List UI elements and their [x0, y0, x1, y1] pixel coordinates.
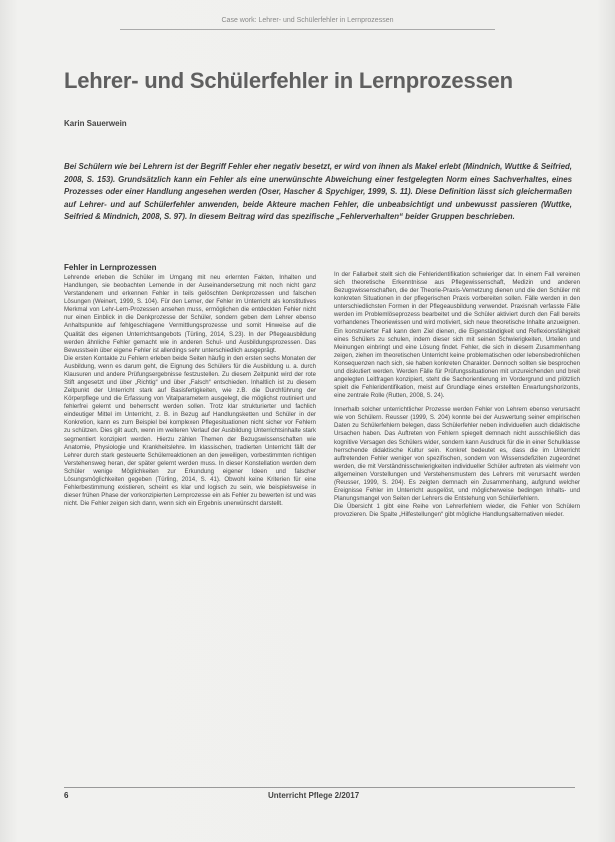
body-paragraph: Die Übersicht 1 gibt eine Reihe von Lehrerfehlern wieder, die Fehler von Schülern provozieren. Die Spalte „Hilfestellungen“ gibt mögliche Handlungsalternativen wieder. [334, 503, 580, 519]
section-heading: Fehler in Lernprozessen [64, 263, 157, 272]
right-column [334, 271, 580, 777]
running-head: Case work: Lehrer- und Schülerfehler in Lernprozessen [120, 17, 495, 30]
journal-name: Unterricht Pflege 2/2017 [268, 791, 360, 800]
body-paragraph: Innerhalb solcher unterrichtlicher Prozesse werden Fehler von Lehrern ebenso verursacht wie von Schülern. Reusser (1999, S. 204) konnte bei der Auswertung seiner empirischen Daten zu Schülerfehlern belegen, dass Schülerfehler neben individuellen auch didaktische Ursachen haben. Das Auftreten von Fehlern spiegelt demnach nicht ausschließlich das kognitive Versagen des Schülers wider, sondern kann Ausdruck für die in einer Schulklasse herrschende didaktische Kultur sein. Konkret bedeutet es, dass die im Unterricht auftretenden Fehler weniger von spezifischen, sondern von Wissensdefiziten zugeordnet werden, die mit Verständnisschwierigkeiten individueller Schüler auftreten als vielmehr von allgemeinen Vorstellungen und Verstehensmustern des Lehrers mit verursacht werden (Reusser, 1999, S. 204). Es zeigten demnach ein Zusammenhang, aufgrund welcher Ereignisse Fehler im Unterricht ausgelöst, und möglicherweise bedingen Inhalts- und Planungsmangel von Seiten der Lehrers die Entstehung von Schülerfehlern. [334, 406, 580, 503]
article-title: Lehrer- und Schülerfehler in Lernprozessen [64, 68, 513, 93]
left-column [64, 263, 316, 769]
abstract: Bei Schülern wie bei Lehrern ist der Begriff Fehler eher negativ besetzt, er wird von ihnen als Makel erlebt (Mindnich, Wuttke & Seifried, 2008, S. 153). Grundsätzlich kann ein Fehler als eine unerwünschte Abweichung einer festgelegten Norm eines Sachverhaltes, eines Prozesses oder einer Handlung angesehen werden (Oser, Hascher & Spychiger, 1999, S. 11). Diese Definition lässt sich gleichermaßen auf Lehrer- und auf Schülerfehler anwenden, beide Akteure machen Fehler, die unbeabsichtigt und unbewusst passieren (Wuttke, Seifried & Mindnich, 2008, S. 97). In diesem Beitrag wird das spezifische „Fehlerverhalten“ beider Gruppen beschrieben. [64, 162, 572, 222]
author-name: Karin Sauerwein [64, 119, 127, 128]
body-paragraph: Die ersten Kontakte zu Fehlern erleben beide Seiten häufig in den ersten sechs Monaten der Ausbildung, wenn es darum geht, die Eignung des Schülers für die Ausbildung u. a. durch Klausuren und andere Prüfungsergebnisse festzustellen. Zu diesem Zeitpunkt wird der rote Stift angesetzt und über „Richtig“ und über „Falsch“ entschieden. Inhaltlich ist zu diesem Zeitpunkt der Unterricht stark auf Basisfertigkeiten, wie z.B. die Durchführung der Körperpflege und die Erfassung von Vitalparametern ausgelegt, die möglichst routiniert und fehlerfrei gelernt und beherrscht werden sollen. Trotz klar strukturierter und fachlich eindeutiger Mittel im Unterricht, z. B. in Bezug auf Handlungsketten und Schüler in der Konkretion, kann es zum Beispiel bei komplexen Pflegesituationen nicht sicher vor Fehlern zu schützen. Dies gilt auch, wenn im weiteren Verlauf der Ausbildung Unterrichtsinhalte stark segmentiert konzipiert werden. Hierzu zählen Themen der Bezugswissenschaften wie Anatomie, Physiologie und Krankheitslehre. Im klassischen, tradierten Unterricht fällt der Lehrer durch stark gesteuerte Schülerreaktionen an den jeweiligen, vorbestimmten richtigen Verstehensweg heran, der später gelernt werden muss. In dieser Konstellation werden dem Schüler wenige Möglichkeiten zur Erkundung eigener Ideen und falscher Lösungsmöglichkeiten gegeben (Türling, 2014, S. 41). Obwohl keine Kriterien für eine Fehlerbestimmung existieren, scheint es klar und logisch zu sein, wie beispielsweise in dieser frühen Phase der vorkonzipierten Lernprozesse ein als Fehler zu bewerten ist und was nicht. Die Fehler zeigen sich dann, wenn sich ein Ergebnis unerwünscht darstellt. [64, 354, 316, 508]
page-number: 6 [64, 791, 69, 800]
page-footer [64, 787, 575, 802]
body-paragraph: Lehrende erleben die Schüler im Umgang mit neu erlernten Fakten, Inhalten und Handlungen, sie beobachten Lernende in der Auseinandersetzung mit noch nicht ganz Verstandenem und erkennen Fehler in teils gelöschten Denkprozessen und falschen Lösungen (Weinert, 1999, S. 104). Für den Lerner, der Fehler im Unterricht als konstitutives Merkmal von Lehr-Lern-Prozessen ansehen muss, ermöglichen die entdeckten Fehler nicht nur einen Einblick in die Denkprozesse der Schüler, sondern geben dem Lehrer ebenso Anhaltspunkte auf fehlgeschlagene Vermittlungsprozesse und somit Hinweise auf die Qualität des eigenen Unterrichtsangebots (Türling, 2014, S.23). In der Pflegeausbildung werden ähnliche Fehler gemacht wie in anderen Schul- und Ausbildungsprozessen. Das Bewusstsein über eigene Fehler ist allerdings sehr unterschiedlich ausgeprägt. [64, 274, 316, 354]
body-paragraph: In der Fallarbeit stellt sich die Fehleridentifikation schwieriger dar. In einem Fall vereinen sich theoretische Erkenntnisse aus Pflegewissenschaft, Medizin und anderen Bezugswissenschaften, die der Theorie-Praxis-Vernetzung dienen und die den Schüler mit konkreten Situationen in der pflegerischen Praxis vorbereiten sollen. Fälle werden in den unterschiedlichsten Formen in der Pflegeausbildung verwendet. Praxisnah verfasste Fälle werden im Problemlöseprozess bearbeitet und die Schüler aktiviert durch den Fall bereits vorhandenes Theoriewissen und wird motiviert, sich neue theoretische Inhalte anzueignen. Ein konstruierter Fall kann dem Ziel dienen, die Eigenständigkeit und Reflexionsfähigkeit eines Schülers zu schulen, indem dieser sich mit seinen Schwierigkeiten, Urteilen und Meinungen einbringt und eine Lösung findet. Fehler, die sich in diesem Zusammenhang zeigen, ziehen im theoretischen Unterricht keine problematischen oder lebensbedrohlichen Konsequenzen nach sich, sie haben konkreten Charakter. Dennoch sollten sie besprochen und diskutiert werden. Werden Fälle für Prüfungssituationen mit unzureichenden und breit angelegten Leitfragen konzipiert, steht die Sachorientierung im Vordergrund und plötzlich spielt die Fehleridentifikation, meist auf Grundlage eines erstellten Erwartungshorizonts, eine zentrale Rolle (Rutten, 2008, S. 24). [334, 271, 580, 400]
